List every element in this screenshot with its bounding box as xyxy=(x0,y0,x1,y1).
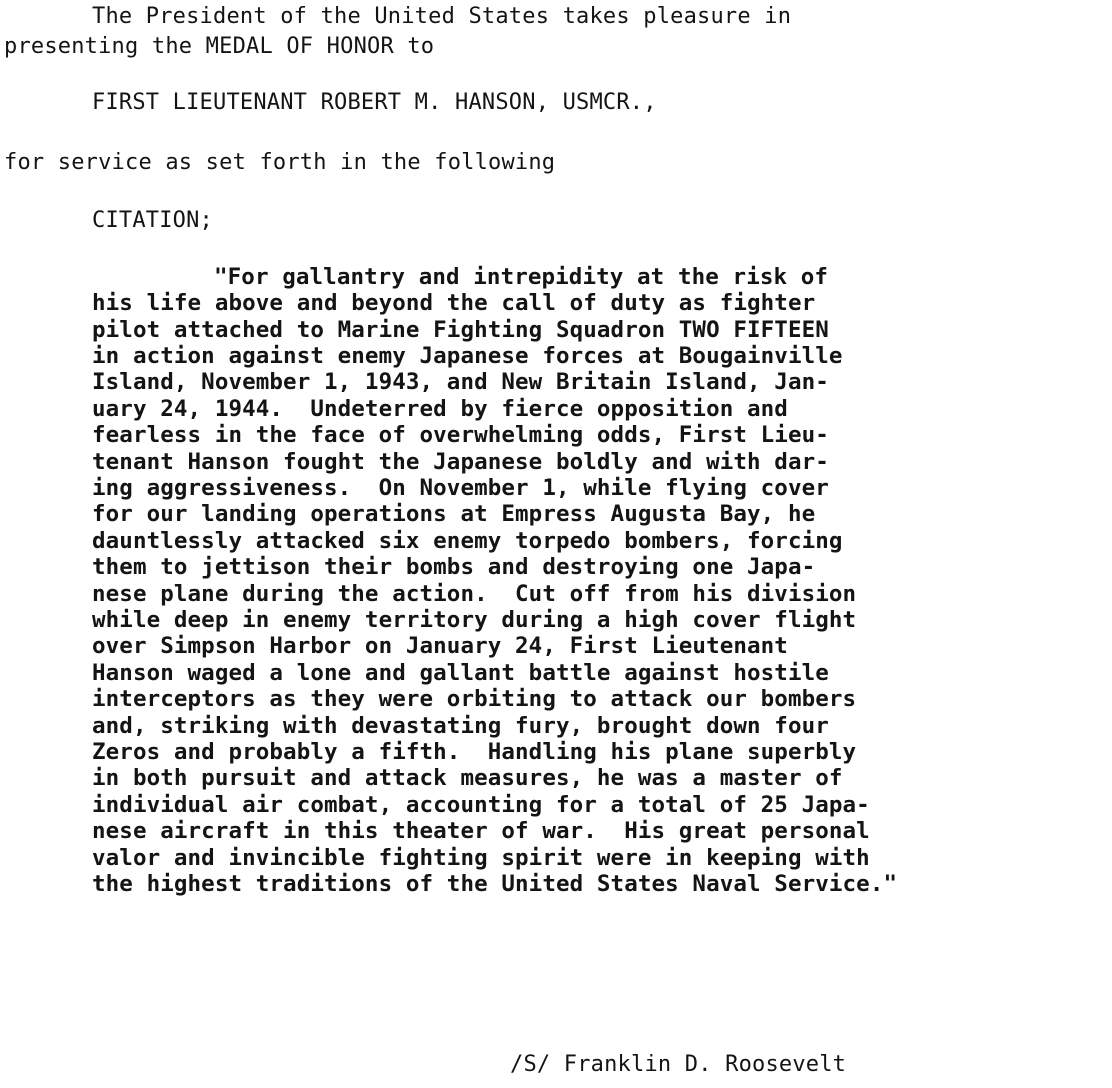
citation-line: for our landing operations at Empress Augusta Bay, he xyxy=(92,501,816,527)
citation-line: individual air combat, accounting for a total of 25 Japa- xyxy=(92,792,870,818)
citation-heading: CITATION; xyxy=(92,208,214,233)
citation-line: the highest traditions of the United States Naval Service." xyxy=(92,871,898,897)
citation-line: Zeros and probably a fifth. Handling his plane superbly xyxy=(92,739,857,765)
intro-line-2: presenting the MEDAL OF HONOR to xyxy=(4,34,435,59)
citation-line: dauntlessly attacked six enemy torpedo bombers, forcing xyxy=(92,528,843,554)
citation-line: "For gallantry and intrepidity at the risk of xyxy=(214,264,829,290)
citation-line: nese plane during the action. Cut off from his division xyxy=(92,581,857,607)
citation-line: nese aircraft in this theater of war. His great personal xyxy=(92,818,870,844)
citation-line: Hanson waged a lone and gallant battle against hostile xyxy=(92,660,829,686)
citation-line: in both pursuit and attack measures, he was a master of xyxy=(92,765,843,791)
citation-line: uary 24, 1944. Undeterred by fierce opposition and xyxy=(92,396,788,422)
citation-line: them to jettison their bombs and destroying one Japa- xyxy=(92,554,816,580)
citation-line: his life above and beyond the call of duty as fighter xyxy=(92,290,816,316)
citation-line: over Simpson Harbor on January 24, First Lieutenant xyxy=(92,633,788,659)
intro-line-1: The President of the United States takes pleasure in xyxy=(92,4,792,29)
citation-line: pilot attached to Marine Fighting Squadron TWO FIFTEEN xyxy=(92,317,829,343)
citation-line: interceptors as they were orbiting to attack our bombers xyxy=(92,686,857,712)
citation-line: and, striking with devastating fury, brought down four xyxy=(92,713,829,739)
citation-line: fearless in the face of overwhelming odds, First Lieu- xyxy=(92,422,829,448)
citation-line: ing aggressiveness. On November 1, while flying cover xyxy=(92,475,829,501)
recipient-name: FIRST LIEUTENANT ROBERT M. HANSON, USMCR., xyxy=(92,90,657,115)
signature: /S/ Franklin D. Roosevelt xyxy=(510,1052,847,1077)
citation-line: valor and invincible fighting spirit were in keeping with xyxy=(92,845,870,871)
service-line: for service as set forth in the following xyxy=(4,150,556,175)
citation-line: tenant Hanson fought the Japanese boldly and with dar- xyxy=(92,449,829,475)
citation-line: in action against enemy Japanese forces at Bougainville xyxy=(92,343,843,369)
citation-line: Island, November 1, 1943, and New Britain Island, Jan- xyxy=(92,369,829,395)
citation-line: while deep in enemy territory during a high cover flight xyxy=(92,607,857,633)
